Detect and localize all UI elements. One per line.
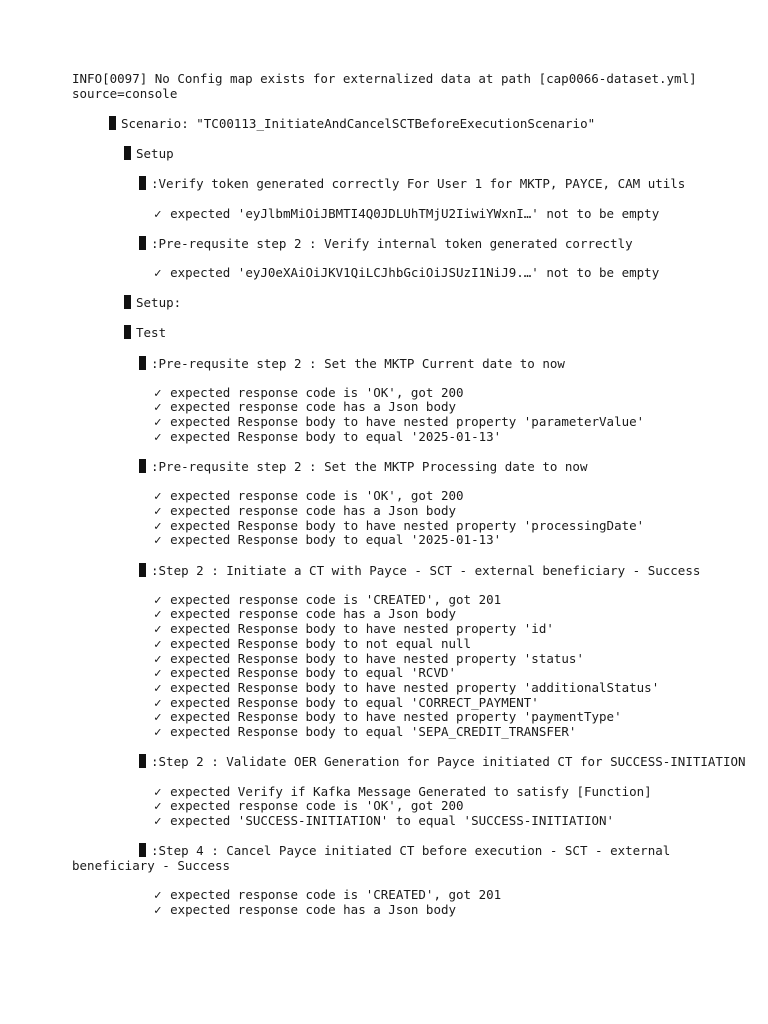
step-title: :Pre-requsite step 2 : Set the MKTP Processing date to now: [151, 459, 588, 475]
check-list: [72, 386, 752, 445]
check-line: [72, 400, 752, 415]
check-icon: ✓: [154, 650, 162, 666]
check-text: expected Response body to equal 'SEPA_CREDIT_TRANSFER': [170, 724, 577, 740]
step-title: :Pre-requsite step 2 : Set the MKTP Current date to now: [151, 355, 565, 371]
check-line: [72, 785, 752, 800]
bar-marker-icon: [139, 459, 146, 473]
check-icon: ✓: [154, 901, 162, 917]
check-text: expected 'SUCCESS-INITIATION' to equal 'SUCCESS-INITIATION': [170, 812, 615, 828]
check-text: expected response code has a Json body: [170, 606, 457, 622]
bar-marker-icon: [139, 563, 146, 577]
check-line: [72, 814, 752, 829]
scenario-title: Scenario: "TC00113_InitiateAndCancelSCTBeforeExecutionScenario": [121, 115, 596, 131]
bar-marker-icon: [139, 236, 146, 250]
check-line: [72, 666, 752, 681]
step-title: :Step 4 : Cancel Payce initiated CT before execution - SCT - external beneficiary - Success: [72, 843, 678, 873]
test-label: Test: [136, 325, 167, 341]
check-text: expected Response body to have nested property 'status': [170, 650, 584, 666]
check-icon: ✓: [154, 621, 162, 637]
check-icon: ✓: [154, 517, 162, 533]
check-text: expected 'eyJlbmMiOiJBMTI4Q0JDLUhTMjU2IiwiYWxnI…' not to be empty: [170, 205, 660, 221]
check-text: expected Response body to have nested property 'paymentType': [170, 709, 622, 725]
scenario-header: [72, 116, 752, 132]
step-title: :Step 2 : Initiate a CT with Payce - SCT - external beneficiary - Success: [151, 562, 701, 578]
setup-label: Setup: [136, 146, 174, 162]
check-text: expected Response body to equal '2025-01-13': [170, 428, 502, 444]
check-icon: ✓: [154, 887, 162, 903]
step-header: [72, 754, 752, 770]
check-icon: ✓: [154, 783, 162, 799]
test-header: [72, 325, 752, 341]
bar-marker-icon: [139, 843, 146, 857]
check-line: [72, 710, 752, 725]
step-title: :Verify token generated correctly For User 1 for MKTP, PAYCE, CAM utils: [151, 176, 686, 192]
check-line: [72, 415, 752, 430]
check-icon: ✓: [154, 205, 162, 221]
step-header: [72, 236, 752, 252]
check-icon: ✓: [154, 709, 162, 725]
check-line: [72, 652, 752, 667]
check-icon: ✓: [154, 532, 162, 548]
check-text: expected response code has a Json body: [170, 399, 457, 415]
check-line: [72, 888, 752, 903]
check-text: expected Response body to equal '2025-01-13': [170, 532, 502, 548]
check-icon: ✓: [154, 488, 162, 504]
check-text: expected response code has a Json body: [170, 901, 457, 917]
check-text: expected Response body to have nested property 'processingDate': [170, 517, 645, 533]
check-text: expected Response body to have nested property 'parameterValue': [170, 414, 645, 430]
step-header: [72, 843, 752, 873]
check-text: expected Response body to have nested property 'id': [170, 621, 554, 637]
step-header: [72, 459, 752, 475]
check-list: [72, 266, 752, 281]
check-line: [72, 799, 752, 814]
check-text: expected Response body to equal 'CORRECT_PAYMENT': [170, 694, 539, 710]
check-icon: ✓: [154, 812, 162, 828]
check-list: [72, 489, 752, 548]
check-text: expected response code is 'CREATED', got 201: [170, 591, 502, 607]
check-icon: ✓: [154, 606, 162, 622]
bar-marker-icon: [124, 146, 131, 160]
check-line: [72, 430, 752, 445]
check-list: [72, 785, 752, 829]
check-line: [72, 519, 752, 534]
bar-marker-icon: [109, 116, 116, 130]
check-line: [72, 533, 752, 548]
check-text: expected 'eyJ0eXAiOiJKV1QiLCJhbGciOiJSUzI1NiJ9.…' not to be empty: [170, 264, 660, 280]
check-text: expected response code is 'CREATED', got 201: [170, 887, 502, 903]
bar-marker-icon: [124, 295, 131, 309]
check-line: [72, 504, 752, 519]
check-line: [72, 489, 752, 504]
check-line: [72, 386, 752, 401]
setup-header: [72, 146, 752, 162]
bar-marker-icon: [139, 176, 146, 190]
check-icon: ✓: [154, 798, 162, 814]
check-line: [72, 903, 752, 918]
check-text: expected Verify if Kafka Message Generated to satisfy [Function]: [170, 783, 652, 799]
check-text: expected response code is 'OK', got 200: [170, 798, 464, 814]
check-icon: ✓: [154, 635, 162, 651]
check-icon: ✓: [154, 591, 162, 607]
check-list: [72, 593, 752, 740]
bar-marker-icon: [139, 754, 146, 768]
check-line: [72, 207, 752, 222]
check-text: expected Response body to not equal null: [170, 635, 472, 651]
check-list: [72, 888, 752, 917]
check-line: [72, 681, 752, 696]
check-text: expected Response body to equal 'RCVD': [170, 665, 457, 681]
step-title: :Step 2 : Validate OER Generation for Payce initiated CT for SUCCESS-INITIATION: [151, 754, 746, 770]
check-text: expected response code is 'OK', got 200: [170, 488, 464, 504]
check-line: [72, 607, 752, 622]
check-line: [72, 725, 752, 740]
check-icon: ✓: [154, 665, 162, 681]
step-title: :Pre-requsite step 2 : Verify internal token generated correctly: [151, 235, 633, 251]
bar-marker-icon: [124, 325, 131, 339]
check-line: [72, 696, 752, 711]
check-line: [72, 593, 752, 608]
check-icon: ✓: [154, 428, 162, 444]
check-icon: ✓: [154, 502, 162, 518]
check-icon: ✓: [154, 264, 162, 280]
check-icon: ✓: [154, 724, 162, 740]
check-icon: ✓: [154, 694, 162, 710]
check-icon: ✓: [154, 414, 162, 430]
check-line: [72, 637, 752, 652]
check-icon: ✓: [154, 384, 162, 400]
info-line: INFO[0097] No Config map exists for externalized data at path [cap0066-dataset.yml] source=console: [72, 71, 705, 101]
setup-label: Setup:: [136, 295, 182, 311]
check-text: expected Response body to have nested property 'additionalStatus': [170, 679, 660, 695]
console-log: [72, 72, 752, 917]
bar-marker-icon: [139, 356, 146, 370]
check-line: [72, 622, 752, 637]
step-header: [72, 563, 752, 579]
step-header: [72, 356, 752, 372]
check-list: [72, 207, 752, 222]
check-text: expected response code has a Json body: [170, 502, 457, 518]
check-icon: ✓: [154, 399, 162, 415]
check-line: [72, 266, 752, 281]
setup-header: [72, 295, 752, 311]
check-text: expected response code is 'OK', got 200: [170, 384, 464, 400]
step-header: [72, 176, 752, 192]
check-icon: ✓: [154, 679, 162, 695]
